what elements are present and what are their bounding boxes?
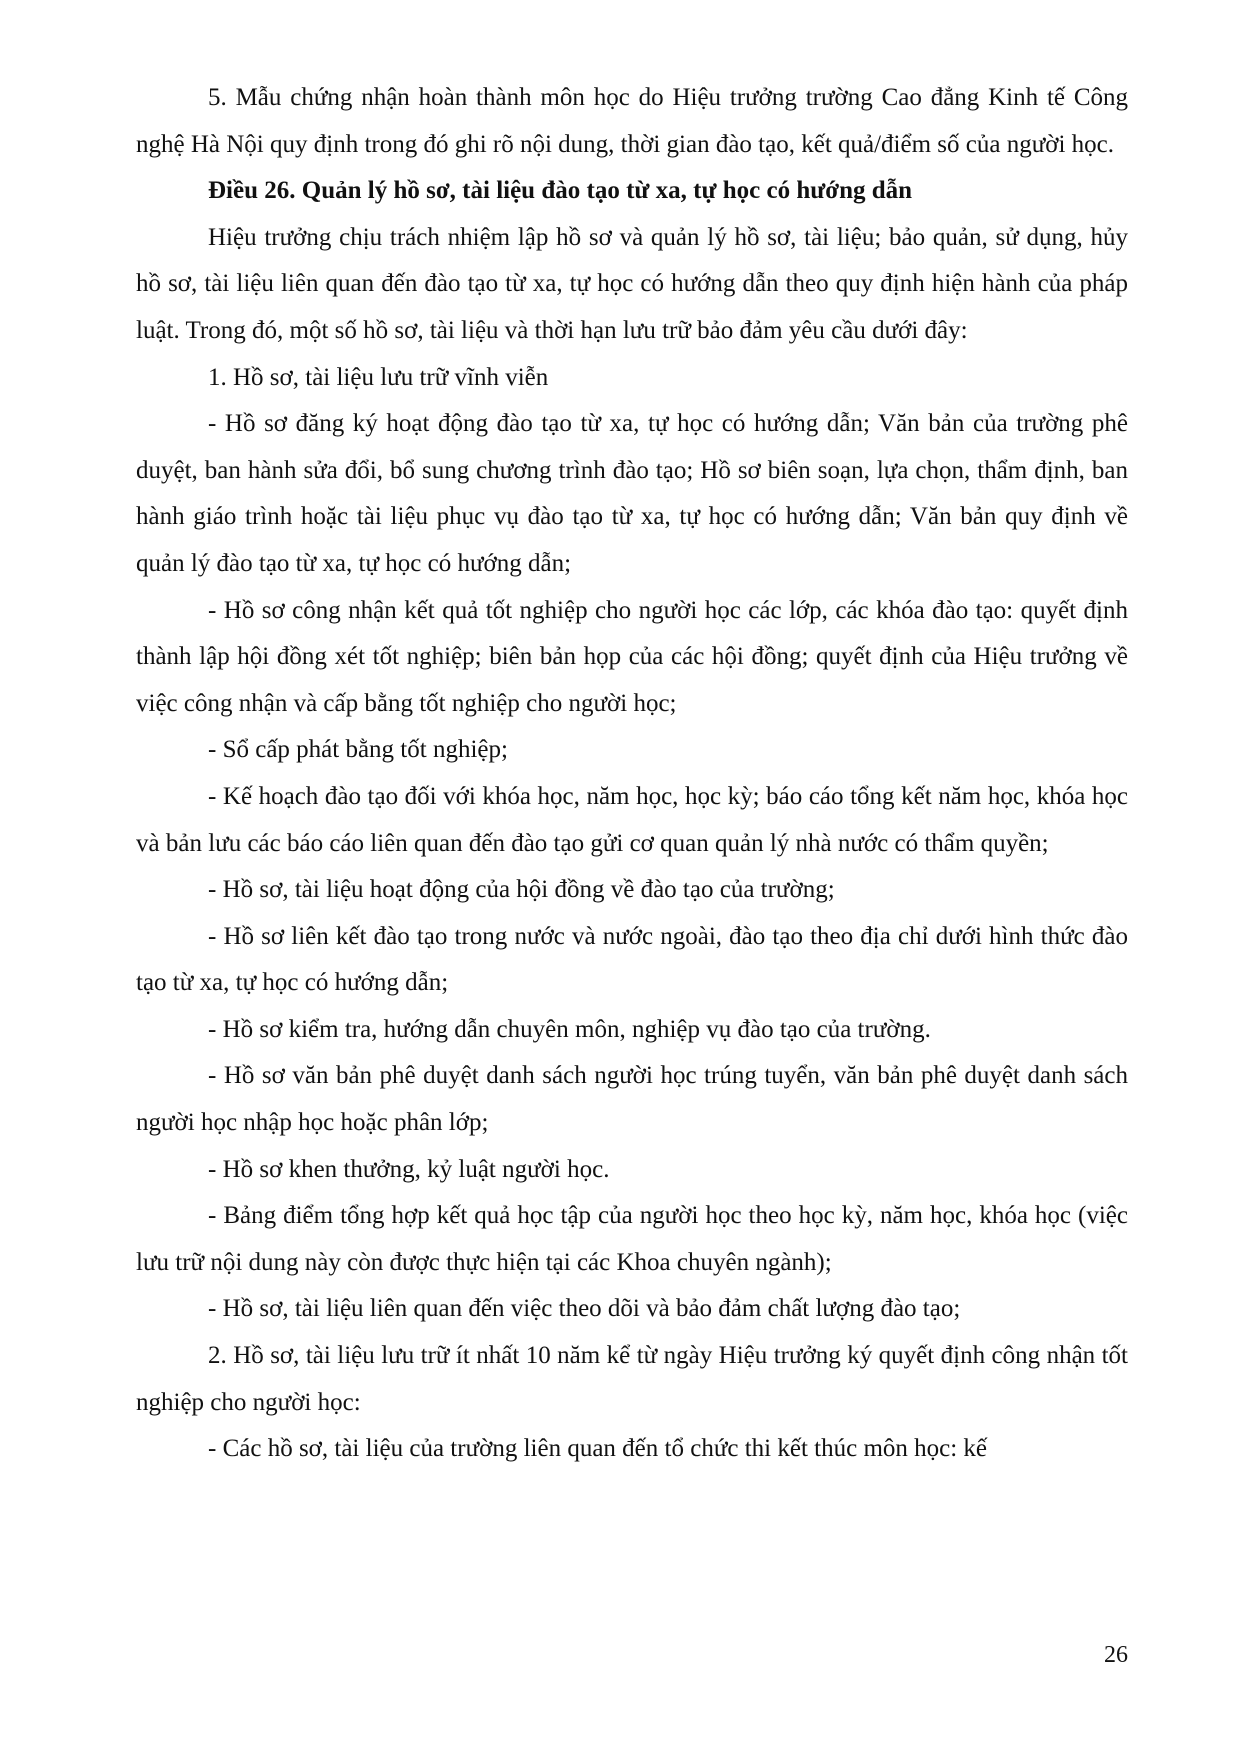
list-item-exam-records: - Các hồ sơ, tài liệu của trường liên quan đến tổ chức thi kết thúc môn học: kế <box>208 1435 988 1463</box>
list-item-partnership-records: - Hồ sơ liên kết đào tạo trong nước và nước ngoài, đào tạo theo địa chỉ dưới hình thức đào tạo từ xa, tự học có hướng dẫn; <box>136 922 1128 997</box>
list-item-quality-assurance: - Hồ sơ, tài liệu liên quan đến việc theo dõi và bảo đảm chất lượng đào tạo; <box>208 1295 961 1323</box>
list-item-council-records: - Hồ sơ, tài liệu hoạt động của hội đồng về đào tạo của trường; <box>208 876 835 904</box>
section-1-permanent-records: 1. Hồ sơ, tài liệu lưu trữ vĩnh viễn <box>208 363 549 391</box>
paragraph-certificate-template: 5. Mẫu chứng nhận hoàn thành môn học do Hiệu trưởng trường Cao đẳng Kinh tế Công nghệ Hà Nội quy định trong đó ghi rõ nội dung, thời gian đào tạo, kết quả/điểm số của người học. <box>136 84 1128 158</box>
page-number: 26 <box>1104 1642 1128 1668</box>
list-item-graduation-records: - Hồ sơ công nhận kết quả tốt nghiệp cho người học các lớp, các khóa đào tạo: quyết định thành lập hội đồng xét tốt nghiệp; biên bản họp của các hội đồng; quyết định của Hiệu trưởng về việc công nhận và cấp bằng tốt nghiệp cho người học; <box>136 596 1128 717</box>
section-2-ten-year-records: 2. Hồ sơ, tài liệu lưu trữ ít nhất 10 năm kể từ ngày Hiệu trưởng ký quyết định công nhận tốt nghiệp cho người học: <box>136 1342 1128 1416</box>
list-item-inspection-records: - Hồ sơ kiểm tra, hướng dẫn chuyên môn, nghiệp vụ đào tạo của trường. <box>208 1015 931 1043</box>
paragraph-principal-responsibility: Hiệu trưởng chịu trách nhiệm lập hồ sơ và quản lý hồ sơ, tài liệu; bảo quản, sử dụng, hủy hồ sơ, tài liệu liên quan đến đào tạo từ xa, tự học có hướng dẫn theo quy định hiện hành của pháp luật. Trong đó, một số hồ sơ, tài liệu và thời hạn lưu trữ bảo đảm yêu cầu dưới đây: <box>136 223 1128 344</box>
list-item-admission-records: - Hồ sơ văn bản phê duyệt danh sách người học trúng tuyển, văn bản phê duyệt danh sách người học nhập học hoặc phân lớp; <box>136 1062 1128 1137</box>
list-item-diploma-register: - Sổ cấp phát bằng tốt nghiệp; <box>208 736 508 764</box>
article-26-heading: Điều 26. Quản lý hồ sơ, tài liệu đào tạo từ xa, tự học có hướng dẫn <box>208 177 913 205</box>
list-item-reward-discipline: - Hồ sơ khen thưởng, kỷ luật người học. <box>208 1155 610 1183</box>
list-item-transcripts: - Bảng điểm tổng hợp kết quả học tập của người học theo học kỳ, năm học, khóa học (việc lưu trữ nội dung này còn được thực hiện tại các Khoa chuyên ngành); <box>136 1202 1128 1276</box>
list-item-training-plan: - Kế hoạch đào tạo đối với khóa học, năm học, học kỳ; báo cáo tổng kết năm học, khóa học và bản lưu các báo cáo liên quan đến đào tạo gửi cơ quan quản lý nhà nước có thẩm quyền; <box>136 782 1128 857</box>
document-body <box>136 75 1128 1473</box>
list-item-registration-records: - Hồ sơ đăng ký hoạt động đào tạo từ xa, tự học có hướng dẫn; Văn bản của trường phê duyệt, ban hành sửa đổi, bổ sung chương trình đào tạo; Hồ sơ biên soạn, lựa chọn, thẩm định, ban hành giáo trình hoặc tài liệu phục vụ đào tạo từ xa, tự học có hướng dẫn; Văn bản quy định về quản lý đào tạo từ xa, tự học có hướng dẫn; <box>136 410 1128 577</box>
